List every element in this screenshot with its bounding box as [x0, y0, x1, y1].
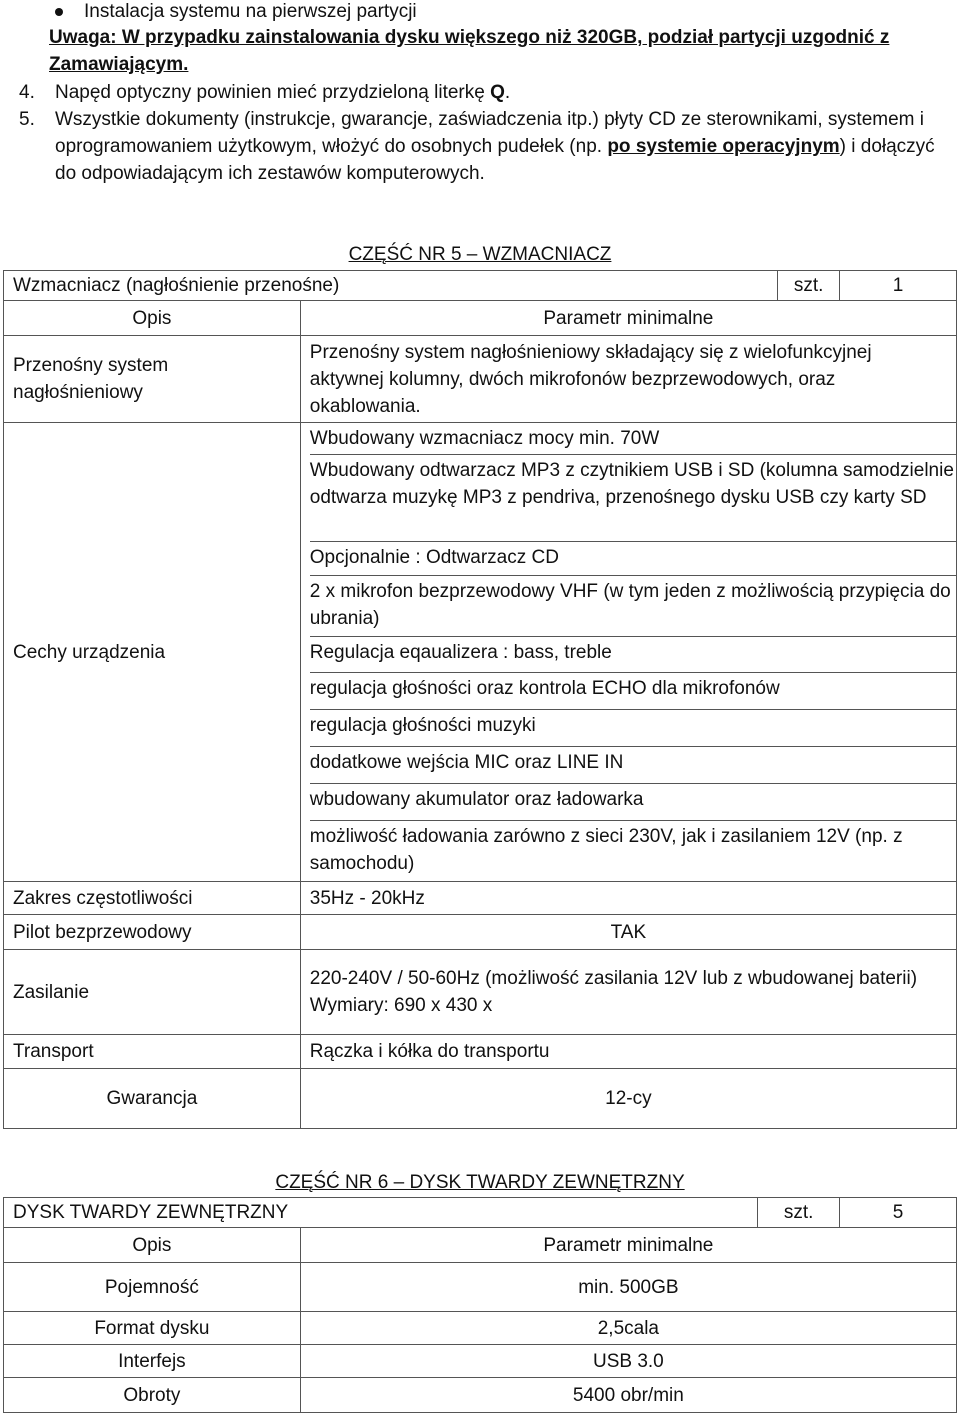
- bullet-item: Instalacja systemu na pierwszej partycji: [84, 1, 417, 22]
- part5-title: CZĘŚĆ NR 5 – WZMACNIACZ: [348, 244, 612, 265]
- row-value: [300, 950, 956, 1035]
- row-value: TAK: [300, 915, 956, 950]
- table-row: [4, 423, 957, 882]
- list-item-4: 4. Napęd optyczny powinien mieć przydzieloną literkę Q.: [19, 82, 511, 103]
- part6-table: [3, 1197, 957, 1413]
- row-label: Format dysku: [4, 1312, 301, 1345]
- item-name: Wzmacniacz (nagłośnienie przenośne): [4, 271, 778, 301]
- table-row: [4, 1263, 957, 1312]
- quantity: 1: [840, 271, 957, 301]
- row-label: Przenośny system nagłośnieniowy: [4, 336, 301, 423]
- row-label: Obroty: [4, 1378, 301, 1413]
- feature-item: regulacja głośności oraz kontrola ECHO dla mikrofonów: [310, 673, 956, 710]
- quantity: 5: [840, 1198, 957, 1228]
- feature-item: Wbudowany wzmacniacz mocy min. 70W: [310, 423, 956, 455]
- item-name: DYSK TWARDY ZEWNĘTRZNY: [4, 1198, 758, 1228]
- row-value: 2,5cala: [300, 1312, 956, 1345]
- row-value: USB 3.0: [300, 1345, 956, 1378]
- feature-item: regulacja głośności muzyki: [310, 710, 956, 747]
- table-row: [4, 1312, 957, 1345]
- part5-columns-row: [4, 301, 957, 336]
- table-row: [4, 1069, 957, 1129]
- feature-item: wbudowany akumulator oraz ładowarka: [310, 784, 956, 821]
- row-value: 35Hz - 20kHz: [300, 882, 956, 915]
- row-label: Pojemność: [4, 1263, 301, 1312]
- part5-header-row: [4, 271, 957, 301]
- row-label: Zakres częstotliwości: [4, 882, 301, 915]
- row-label: Cechy urządzenia: [4, 423, 301, 882]
- features-cell: [300, 423, 956, 882]
- row-value: 12-cy: [300, 1069, 956, 1129]
- feature-item: Opcjonalnie : Odtwarzacz CD: [310, 542, 956, 576]
- col-param: Parametr minimalne: [300, 1228, 956, 1263]
- warning-note: Uwaga: W przypadku zainstalowania dysku większego niż 320GB, podział partycji uzgodnić z Zamawiającym.: [49, 27, 890, 75]
- part6-title: CZĘŚĆ NR 6 – DYSK TWARDY ZEWNĘTRZNY: [275, 1172, 685, 1193]
- table-row: [4, 1345, 957, 1378]
- part6-header-row: [4, 1198, 957, 1228]
- table-row: [4, 882, 957, 915]
- table-row: [4, 1035, 957, 1069]
- feature-item: możliwość ładowania zarówno z sieci 230V, jak i zasilaniem 12V (np. z samochodu): [309, 826, 903, 874]
- list-item-5: Wszystkie dokumenty (instrukcje, gwarancje, zaświadczenia itp.) płyty CD ze sterownikami, systemem i oprogramowaniem użytkowym, włożyć do osobnych pudełek (np. po systemie operacyjnym) i dołączyć do odpowiadającym ich zestawów komputerowych.: [55, 109, 935, 184]
- row-label: Transport: [4, 1035, 301, 1069]
- row-value: min. 500GB: [300, 1263, 956, 1312]
- col-param: Parametr minimalne: [300, 301, 956, 336]
- feature-item: 2 x mikrofon bezprzewodowy VHF (w tym jeden z możliwością przypięcia do ubrania): [310, 576, 956, 637]
- row-value: Rączka i kółka do transportu: [300, 1035, 956, 1069]
- feature-item: Wbudowany odtwarzacz MP3 z czytnikiem USB i SD (kolumna samodzielnie odtwarza muzykę MP3 z pendriva, przenośnego dysku USB czy karty SD: [310, 455, 956, 542]
- table-row: [4, 950, 957, 1035]
- part5-table: [3, 270, 957, 1129]
- row-value: 5400 obr/min: [300, 1378, 956, 1413]
- table-row: [4, 1378, 957, 1413]
- row-value: Przenośny system nagłośnieniowy składający się z wielofunkcyjnej aktywnej kolumny, dwóch mikrofonów bezprzewodowych, oraz okablowania.: [300, 336, 956, 423]
- table-row: [4, 915, 957, 950]
- unit: szt.: [778, 271, 840, 301]
- col-opis: Opis: [4, 1228, 301, 1263]
- list-item-5-num: 5.: [19, 109, 35, 130]
- unit: szt.: [758, 1198, 840, 1228]
- table-row: [4, 336, 957, 423]
- row-label: Interfejs: [4, 1345, 301, 1378]
- row-label: Pilot bezprzewodowy: [4, 915, 301, 950]
- part6-columns-row: [4, 1228, 957, 1263]
- feature-item: dodatkowe wejścia MIC oraz LINE IN: [310, 747, 956, 784]
- row-label: Zasilanie: [4, 950, 301, 1035]
- dimensions-spec: Wymiary: 690 x 430 x: [309, 995, 493, 1016]
- row-label: Gwarancja: [4, 1069, 301, 1129]
- feature-item: Regulacja eqaualizera : bass, treble: [310, 637, 956, 673]
- col-opis: Opis: [4, 301, 301, 336]
- bullet-icon: [55, 8, 63, 16]
- power-spec: 220-240V / 50-60Hz (możliwość zasilania 12V lub z wbudowanej baterii): [309, 968, 918, 989]
